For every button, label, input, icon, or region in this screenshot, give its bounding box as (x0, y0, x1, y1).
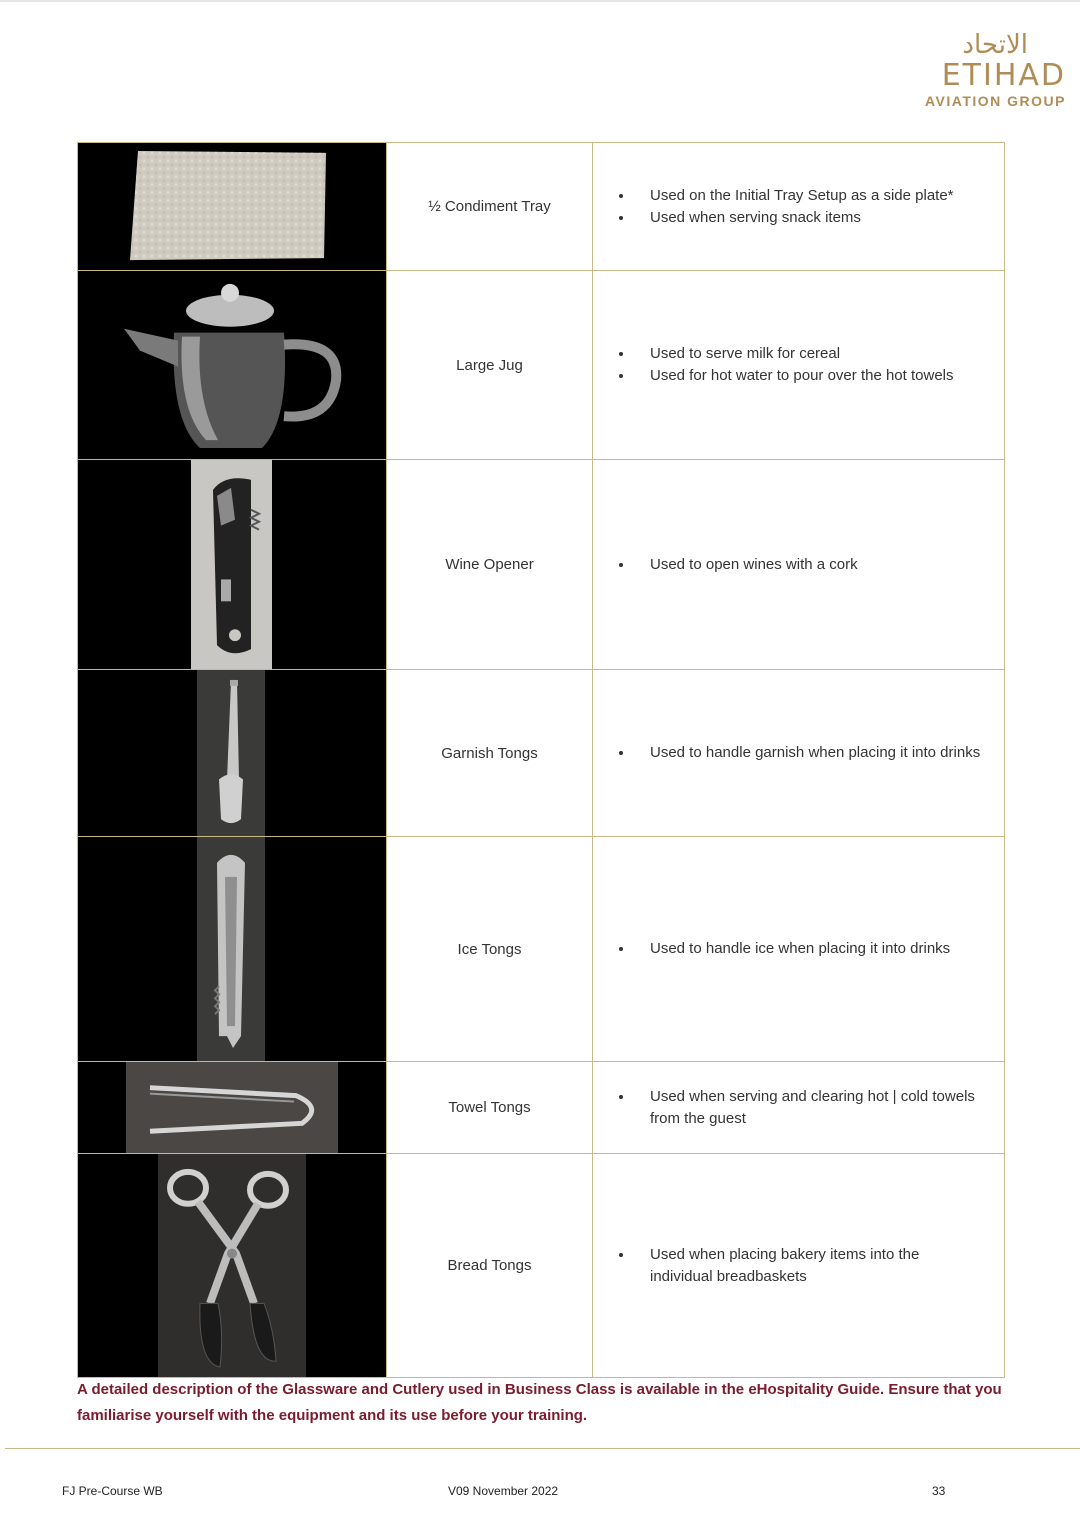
footer-version: V09 November 2022 (448, 1484, 559, 1498)
use-item: • Used for hot water to pour over the hot towels (634, 365, 984, 387)
table-row (78, 837, 1005, 1062)
row-name: Wine Opener (387, 460, 593, 670)
ice-tongs-photo (78, 837, 387, 1062)
logo-group: AVIATION GROUP (924, 93, 1066, 109)
logo-arabic: الاتحاد (962, 30, 1028, 60)
footer-rule (5, 1448, 1080, 1449)
table-row (78, 1154, 1005, 1378)
wine-opener-photo (78, 460, 387, 670)
row-uses (593, 460, 1005, 670)
condiment-tray-photo (78, 143, 387, 271)
use-item: • Used when serving snack items (634, 207, 984, 229)
row-uses (593, 271, 1005, 460)
top-rule (0, 0, 1080, 2)
use-item: • Used to handle ice when placing it into drinks (634, 938, 984, 960)
large-jug-photo (78, 271, 387, 460)
row-name: Bread Tongs (387, 1154, 593, 1378)
row-uses (593, 837, 1005, 1062)
row-uses (593, 1062, 1005, 1154)
row-name: Large Jug (387, 271, 593, 460)
towel-tongs-photo (78, 1062, 387, 1154)
bread-tongs-photo (78, 1154, 387, 1378)
equipment-table (77, 142, 1005, 1378)
row-name: ½ Condiment Tray (387, 143, 593, 271)
use-item: • Used to open wines with a cork (634, 554, 984, 576)
table-row (78, 460, 1005, 670)
etihad-logo (906, 30, 1066, 110)
footer-doc-title: FJ Pre-Course WB (62, 1484, 163, 1498)
table-row (78, 670, 1005, 837)
logo-brand: ETIHAD (941, 58, 1066, 93)
row-name: Garnish Tongs (387, 670, 593, 837)
footer-page-number: 33 (932, 1484, 946, 1498)
table-row (78, 143, 1005, 271)
glassware-note: A detailed description of the Glassware and Cutlery used in Business Class is available in the eHospitality Guide. Ensure that you familiarise yourself with the equipment and its use before your training. (77, 1381, 1002, 1424)
row-uses (593, 1154, 1005, 1378)
table-row (78, 271, 1005, 460)
use-item: • Used on the Initial Tray Setup as a side plate* (634, 185, 984, 207)
use-item: • Used to serve milk for cereal (634, 343, 984, 365)
use-item: • Used when serving and clearing hot | cold towels from the guest (634, 1086, 984, 1130)
row-name: Ice Tongs (387, 837, 593, 1062)
garnish-tongs-photo (78, 670, 387, 837)
use-item: • Used to handle garnish when placing it into drinks (634, 742, 984, 764)
row-name: Towel Tongs (387, 1062, 593, 1154)
row-uses (593, 143, 1005, 271)
use-item: • Used when placing bakery items into the individual breadbaskets (634, 1244, 984, 1288)
table-row (78, 1062, 1005, 1154)
row-uses (593, 670, 1005, 837)
